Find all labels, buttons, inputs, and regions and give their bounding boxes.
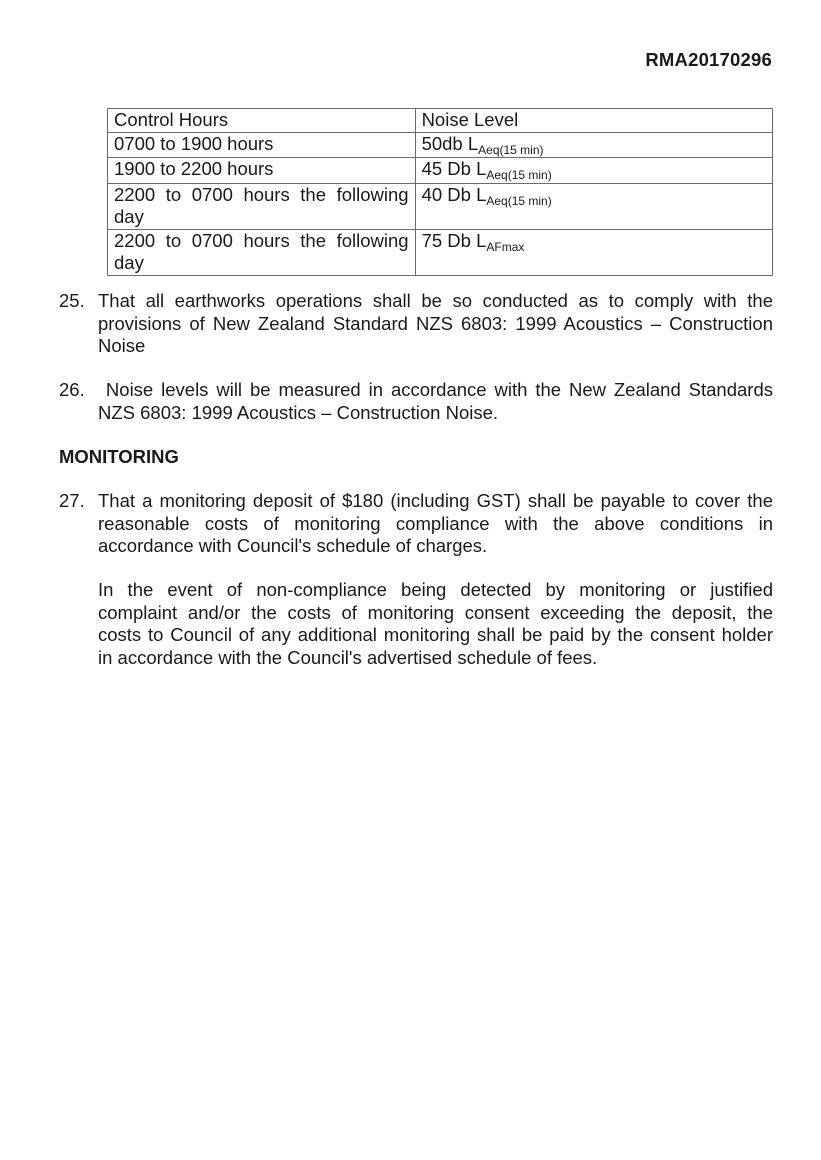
hours-line: 2200 to 0700 hours the following — [114, 229, 409, 251]
section-heading-monitoring: MONITORING — [59, 446, 179, 467]
table-cell-hours — [108, 229, 416, 275]
text-line: That a monitoring deposit of $180 (including GST) shall be payable to cover the — [98, 490, 773, 511]
condition-text — [98, 579, 773, 669]
condition-text — [98, 490, 773, 558]
text-line: costs to Council of any additional monitoring shall be paid by the consent holder — [98, 624, 773, 645]
table-row — [108, 183, 773, 229]
condition-number: 25. — [59, 290, 85, 311]
table-cell-level — [415, 229, 772, 275]
text-line: Noise levels will be measured in accordance with the New Zealand Standards — [98, 379, 773, 400]
document-reference: RMA20170296 — [645, 49, 772, 70]
table-cell-hours: 0700 to 1900 hours — [108, 132, 416, 158]
level-value: 40 Db L — [421, 183, 487, 205]
text-line: in accordance with the Council's advertised schedule of fees. — [98, 646, 598, 668]
table-cell-hours — [108, 183, 416, 229]
noise-level-table — [107, 108, 773, 276]
column-header-control-hours: Control Hours — [108, 109, 416, 133]
text-line: accordance with Council's schedule of charges. — [98, 535, 488, 556]
table-cell-level — [415, 158, 772, 184]
condition-26 — [59, 379, 773, 424]
hours-line: day — [114, 252, 144, 273]
hours-line: 2200 to 0700 hours the following — [114, 183, 409, 205]
condition-number: 27. — [59, 490, 85, 511]
text-line: provisions of New Zealand Standard NZS 6803: 1999 Acoustics – Construction — [98, 312, 773, 334]
table-row — [108, 158, 773, 184]
table-cell-hours: 1900 to 2200 hours — [108, 158, 416, 184]
level-subscript: Aeq(15 min) — [486, 193, 552, 208]
text-line: Noise — [98, 335, 146, 356]
level-value: 50db L — [421, 132, 479, 154]
condition-27-paragraph-2 — [59, 579, 773, 669]
text-line: NZS 6803: 1999 Acoustics – Construction Noise. — [98, 401, 499, 423]
text-line: That all earthworks operations shall be so conducted as to comply with the — [98, 290, 773, 311]
level-value: 75 Db L — [421, 229, 487, 251]
level-subscript: Aeq(15 min) — [478, 142, 544, 157]
table-cell-level — [415, 132, 772, 158]
table-header-row — [108, 109, 773, 133]
condition-number: 26. — [59, 379, 85, 400]
hours-line: day — [114, 206, 144, 227]
level-value: 45 Db L — [421, 158, 487, 179]
level-subscript: AFmax — [486, 239, 525, 254]
condition-27 — [59, 490, 773, 558]
condition-text — [98, 290, 773, 358]
table-row — [108, 229, 773, 275]
text-line: complaint and/or the costs of monitoring consent exceeding the deposit, the — [98, 601, 773, 623]
table-cell-level — [415, 183, 772, 229]
text-line: reasonable costs of monitoring compliance with the above conditions in — [98, 512, 773, 534]
level-subscript: Aeq(15 min) — [486, 168, 552, 182]
condition-25 — [59, 290, 773, 358]
text-line: In the event of non-compliance being detected by monitoring or justified — [98, 579, 773, 600]
column-header-noise-level: Noise Level — [415, 109, 772, 133]
table-row — [108, 132, 773, 158]
condition-text — [98, 379, 773, 424]
